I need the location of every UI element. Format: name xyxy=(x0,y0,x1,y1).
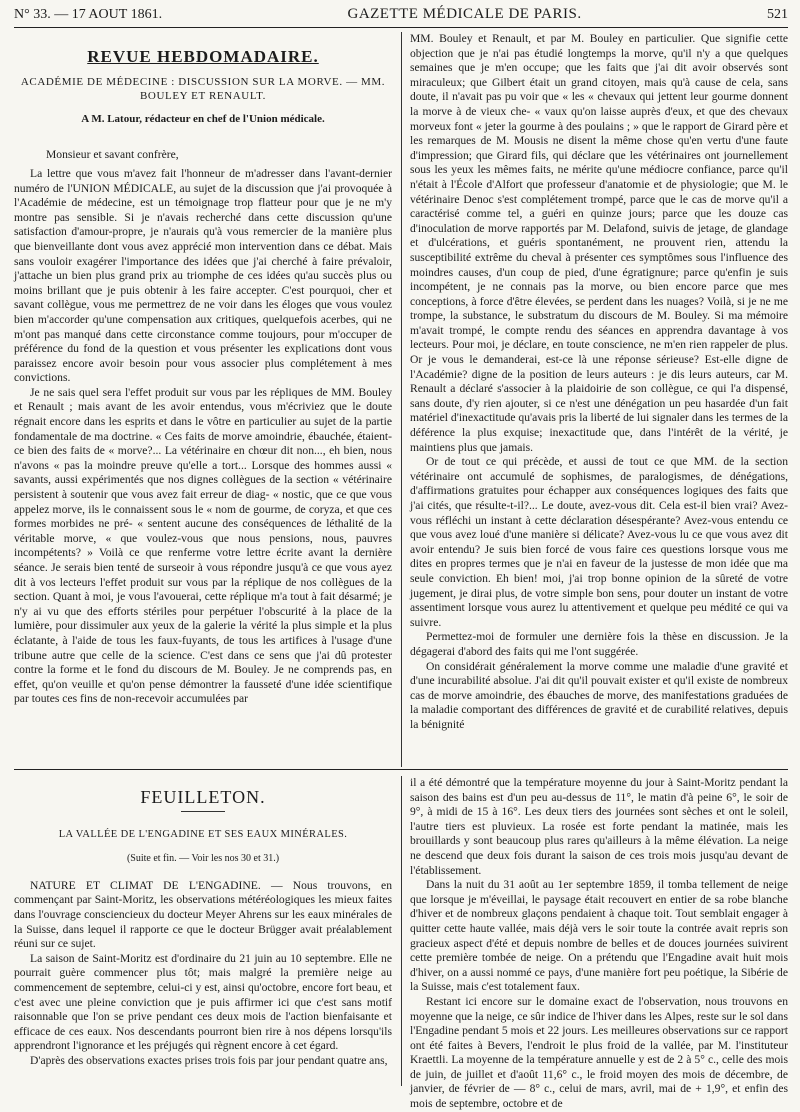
revue-right-paragraph: On considérait généralement la morve comme une maladie d'une gravité et d'une incurabilité absolue. J'ai dit qu'il pouvait exister et qu'il existe de nombreux cas de morve amoindrie, des ébauches de morve, des manifestations graduées de la maladie comportant des différences de gravité et de curabilité relatives, depuis la bénignité xyxy=(410,659,788,731)
revue-right-column xyxy=(410,32,788,767)
revue-left-paragraph: Je ne sais quel sera l'effet produit sur vous par les répliques de MM. Bouley et Renault ; mais avant de les avoir entendus, vous m'écriviez que le doute régnait encore dans les esprits et dans le vôtre en particulier au sujet de la partie fondamentale de ma doctrine. « Ces faits de morve amoindrie, ébauchée, étaient-ce bien des faits de « morve?... La vétérinaire en chœur dit non..., eh bien, nous n'avons « pas la moindre preuve qu'elle a tort... Lorsque des hommes aussi « savants, aussi expérimentés que nos dignes collègues de la section « vétérinaire persistent à soutenir que vous avez fait erreur de diag- « nostic, que ce que vous appelez morve, ils le connaissent sous le « nom de gourme, de coryza, et que ces formes morbides ne pré- « sentent aucune des conséquences de léthalité de la véritable morve, « que voulez-vous que nous pensions, nous, pauvres incompétents? » Voilà ce que renferme votre lettre écrite avant la dernière séance. Je serais bien tenté de surseoir à vous répondre jusqu'à ce que vous ayez dit à vos lecteurs l'effet produit sur vous par la réplique de nos collègues de la section. Quant à moi, je vous l'avouerai, cette réplique m'a tout à fait désarmé; je n'y ai vu que des efforts stériles pour perpétuer l'obscurité à la place de la lumière, pour dissimuler aux yeux de la galerie la vérité la plus simple et la plus éclatante, à l'aide de tous les faux-fuyants, de tous les artifices à l'usage d'une tribune autre que celle de la science. C'est dans ce sens que j'ai dû protester contre la forme et le fond du discours de M. Bouley. Je ne comprends pas, en effet, qu'on veuille et qu'on pense démontrer la fausseté d'une idée scientifique par toutes ces fins de non-recevoir accumulées par xyxy=(14,385,392,706)
revue-section xyxy=(14,32,788,767)
feuilleton-right-paragraph: Dans la nuit du 31 août au 1er septembre 1859, il tomba tellement de neige que lorsque je m'éveillai, le paysage était recouvert en entier de sa robe blanche d'hiver et de nombreux glaçons pendaient à chaque toit. Tout semblait engager à quitter cette haute vallée, mais déjà vers le soir toute la contrée avait repris son gracieux aspect d'été et depuis nombre de belles et de douces journées suivirent cette première tombée de neige. On a prétendu que l'Engadine avait huit mois d'hiver, on a aussi nommé ce pays, d'une manière fort peu poétique, la Sibérie de la Suisse, mais c'est totalement faux. xyxy=(410,878,788,994)
academie-heading: ACADÉMIE DE MÉDECINE : DISCUSSION SUR LA MORVE. — MM. BOULEY ET RENAULT. xyxy=(20,75,386,103)
salutation: Monsieur et savant confrère, xyxy=(46,148,179,162)
page-number: 521 xyxy=(767,7,788,22)
page-header xyxy=(14,6,788,28)
revue-right-paragraph: MM. Bouley et Renault, et par M. Bouley en particulier. Que signifie cette objection que je n'ai pas étudié longtemps la morve, qu'il n'y a que quelques semaines que je m'en occupe; que les faits que j'ai dit avoir observés sont miraculeux; que Gilbert était un grand citoyen, mais qu'à cause de cela, sans doute, il n'avait pas pu voir que « les « chevaux qui jettent leur gourme donnent la morve à de vieux che- « vaux qu'on laisse auprès d'eux, et que des chevaux morveux font « jeter la gourme à des poulains ; » que le rapport de Girard père et les remarques de M. Mousis ne disent la même chose qu'en vertu d'une faute d'impression; que Girard fils, qui déclare que les vétérinaires ont journellement sous les yeux les mêmes faits, ne mérite qu'une médiocre confiance, parce qu'il n'était à l'École d'Alfort que professeur d'anatomie et de physiologie; que M. le vétérinaire Denoc s'est complétement trompé, parce que le cas de morve qu'il a caractérisé comme tel, a guéri en quinze jours; parce que les douze cas d'inoculation de morve rapportés par M. Delafond, suivis de jetage, de glandage et d'ulcérations, et guéris spontanément, ne prouvent rien, attendu la susceptibilité extrême du cheval à présenter ces symptômes sous l'influence des moindres causes, d'un coup de pied, d'une égratignure; parce qu'enfin je suis incompétent, je ne connais pas la morve, ou bien encore parce que mes conceptions, à force d'être élevées, se perdent dans les nuages? Voilà, si je ne me trompe, la substance, le substratum du discours de M. Bouley. Si ma mémoire m'avait trompé, le compte rendu des séances en apprendra davantage à vos lecteurs. Pour moi, je déclare, en toute conscience, ne m'en rien rappeler de plus. Or je vous le demanderai, est-ce là une réponse sérieuse? Est-elle digne de l'Académie? digne de la position de leurs auteurs : je dis leurs auteurs, car M. Renault a déclaré s'associer à la plaidoirie de son collègue, ce qui l'a dispensé, sans doute, d'y rien ajouter, si ce n'est une dénégation un peu hasardée d'un fait matériel d'inexactitude qu'avais pris la liberté de lui signaler dans les termes de la déférence la plus exquise; inexactitude que, dans l'intérêt de la vérité, je maintiens plus que jamais. xyxy=(410,32,788,454)
addressee-line: A M. Latour, rédacteur en chef de l'Union médicale. xyxy=(81,112,325,125)
feuilleton-section xyxy=(14,776,788,1111)
revue-right-paragraph: Or de tout ce qui précède, et aussi de tout ce que MM. de la section vétérinaire ont accumulé de sophismes, de paralogismes, de dénégations, d'affirmations gratuites pour échapper aux conséquences logiques des faits que j'ai cités, que résulte-t-il?... Le doute, avez-vous dit. Cela est-il bien vrai? Avez-vous réfléchi un instant à cette déclaration désespérante? Avez-vous entendu ce que vous avez loué d'une manière si délicate? Avez-vous lu ce que vous avez dit avoir entendu? Je suis bien forcé de vous faire ces questions lorsque vous me dites en propres termes que je n'ai en faveur de la justesse de mon idée que ma seule conviction. Eh bien! moi, j'ai trop bonne opinion de la sûreté de votre jugement, je dirai plus, de votre simple bon sens, pour douter un instant de votre assentiment lorsque vous aurez lu attentivement et quelque peu médité ce qui va suivre. xyxy=(410,455,788,629)
feuilleton-left-paragraph: D'après des observations exactes prises trois fois par jour pendant quatre ans, xyxy=(30,1053,388,1067)
continuation-note: (Suite et fin. — Voir les nos 30 et 31.) xyxy=(126,853,280,865)
column-divider xyxy=(401,776,402,1086)
feuilleton-right-paragraph: Restant ici encore sur le domaine exact de l'observation, nous trouvons en moyenne que la neige, ce sûr indice de l'hiver dans les Alpes, reste sur le sol dans l'Engadine pendant 5 mois et 22 jours. Les meilleures observations sur ce rapport ont été faites à Bevers, l'endroit le plus froid de la vallée, par M. l'instituteur Kraettli. La moyenne de la température annuelle y est de 2 à 5° c., celle des mois de juin, de juillet et d'août 11,6° c., le froid moyen des mois de décembre, de janvier, de février de — 8° c., celui de mars, avril, mai de + 1,9°, et enfin des mois de septembre, octobre et de xyxy=(410,994,788,1111)
newspaper-title: GAZETTE MÉDICALE DE PARIS. xyxy=(347,6,582,22)
feuilleton-subtitle: LA VALLÉE DE L'ENGADINE ET SES EAUX MINÉRALES. xyxy=(58,828,348,840)
feuilleton-right-paragraph: il a été démontré que la température moyenne du jour à Saint-Moritz pendant la saison des bains est d'un peu au-dessus de 11°, le matin d'à peine 6°, le soir de 9°, à midi de 15 à 16°. Les deux tiers des journées sont sèches et ont le soleil, l'autre tiers est pluvieux. La rosée est forte pendant la matinée, mais les brouillards y sont beaucoup plus rares qu'ailleurs à la même élévation. La neige ne descend que deux fois durant la saison de ces trois mois jusqu'au devant de l'établissement. xyxy=(410,776,788,877)
title-rule xyxy=(181,811,225,812)
revue-heading-box xyxy=(14,36,392,142)
feuilleton-right-column xyxy=(410,776,788,1111)
feuilleton-left-paragraph: La saison de Saint-Moritz est d'ordinaire du 21 juin au 10 septembre. Elle ne pourrait guère commencer plus tôt; mais malgré la première neige au commencement de septembre, celui-ci y est, ainsi qu'octobre, encore fort beau, et c'est avec une pleine conviction que je puis affirmer ici que c'est sans motif raisonnable que l'on se prive pendant ces deux mois de l'action bienfaisante et efficace de ces eaux. Nos descendants pourront bien rire à nos dépens lorsqu'ils apprendront l'ignorance et les préjugés qui règnent encore à cet égard. xyxy=(14,951,392,1053)
revue-title: REVUE HEBDOMADAIRE. xyxy=(87,47,319,66)
section-divider xyxy=(14,769,788,770)
revue-left-column xyxy=(14,32,392,767)
column-divider xyxy=(401,32,402,767)
revue-right-paragraph: Permettez-moi de formuler une dernière fois la thèse en discussion. Je la dégagerai d'abord des faits qui me l'ont suggérée. xyxy=(410,630,788,658)
revue-left-paragraph: La lettre que vous m'avez fait l'honneur de m'adresser dans l'avant-dernier numéro de l'UNION MÉDICALE, au sujet de la discussion que j'ai provoquée à l'Académie de médecine, est un témoignage trop flatteur pour que je ne m'y montre pas sensible. Si je n'avais recherché dans cette discussion qu'une satisfaction d'amour-propre, je n'aurais qu'à vous remercier de la manière plus que bienveillante dont vous avez apprécié mon intervention dans ce débat. Mais sans vouloir exagérer l'importance des idées que j'ai cherché à faire prévaloir, j'attache un bien plus grand prix au triomphe de ces idées qu'au succès plus ou moins brillant que je puis obtenir à les faire accepter. C'est pourquoi, cher et savant collègue, vous me permettrez de ne voir dans les éloges que vous voulez bien m'accorder qu'une compensation aux critiques, quelquefois acerbes, qui ne m'ont pas manqué dans cette circonstance comme toujours, pour m'occuper de préférence du fond de la question et vous présenter les explications dont vous paraissez encore avoir besoin pour vous associer plus complétement à mes convictions. xyxy=(14,166,392,385)
issue-date: N° 33. — 17 AOUT 1861. xyxy=(14,7,163,22)
feuilleton-left-column xyxy=(14,776,392,1086)
feuilleton-left-paragraph: NATURE ET CLIMAT DE L'ENGADINE. — Nous trouvons, en commençant par Saint-Moritz, les observations météréologiques les mieux faites dans l'ouvrage consciencieux du docteur Meyer Ahrens sur les eaux minérales de la Suisse, dans lequel il rapporte ce que le docteur Brügger avait préalablement réuni sur ce sujet. xyxy=(14,878,392,951)
feuilleton-title: FEUILLETON. xyxy=(140,787,266,807)
